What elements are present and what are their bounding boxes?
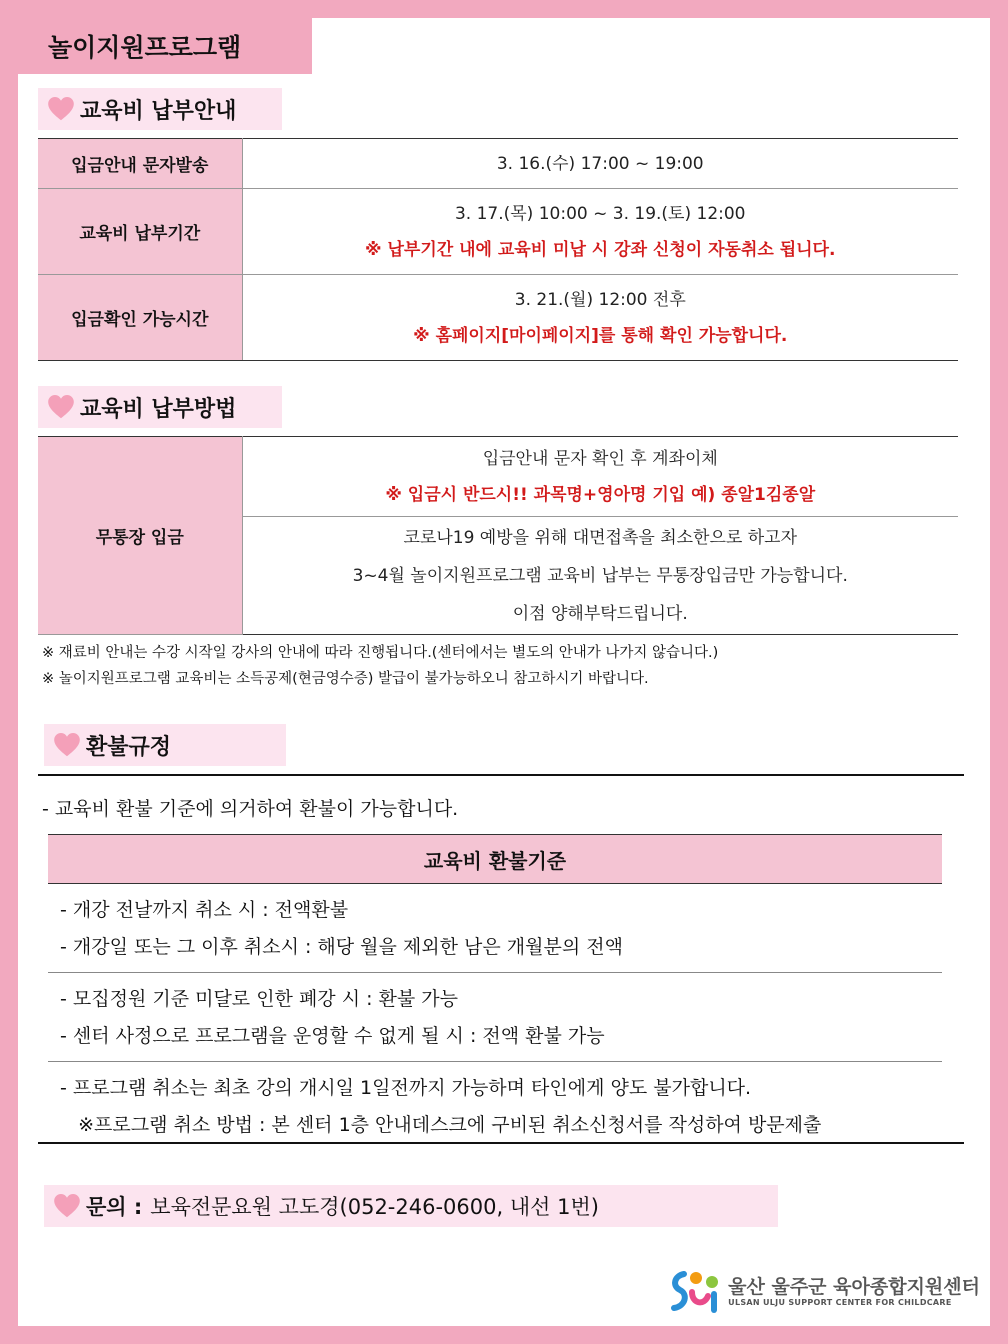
divider [38,774,964,776]
refund-line: ※프로그램 취소 방법 : 본 센터 1층 안내데스크에 구비된 취소신청서를 작성하여 방문제출 [60,1114,822,1136]
divider [38,1142,964,1144]
contact-label: 문의 : [86,1195,143,1219]
row-label: 교육비 납부기간 [38,189,242,275]
refund-group [48,973,942,1062]
refund-line: - 개강일 또는 그 이후 취소시 : 해당 월을 제외한 남은 개월분의 전액 [60,936,623,958]
payment-info-table [38,138,958,361]
heart-icon [48,395,74,419]
logo-name-en: ULSAN ULJU SUPPORT CENTER FOR CHILDCARE [728,1297,952,1307]
refund-group [48,1062,942,1150]
row-value-line: 입금안내 문자 확인 후 계좌이체 [482,448,718,469]
row-value-line: 3. 21.(월) 12:00 전후 [514,289,686,310]
page-title: 놀이지원프로그램 [18,18,312,74]
warning-notice: ※ 납부기간 내에 교육비 미납 시 강좌 신청이 자동취소 됩니다. [365,239,836,260]
note-line: ※ 놀이지원프로그램 교육비는 소득공제(현금영수증) 발급이 불가능하오니 참고하시기 바랍니다. [42,671,649,687]
heart-icon [48,97,74,121]
heart-icon [54,733,80,757]
section-heading: 교육비 납부안내 [80,98,237,124]
center-logo [670,1268,980,1314]
logo-name-ko: 울산 울주군 육아종합지원센터 [728,1275,980,1298]
refund-intro: - 교육비 환불 기준에 의거하여 환불이 가능합니다. [42,798,459,820]
refund-group [48,884,942,973]
row-value-line: 코로나19 예방을 위해 대면접촉을 최소한으로 하고자 [403,527,797,548]
table-row [38,189,958,275]
refund-line: - 센터 사정으로 프로그램을 운영할 수 없게 될 시 : 전액 환불 가능 [60,1025,605,1047]
row-value [242,139,958,189]
row-label: 입금안내 문자발송 [38,139,242,189]
table-row [38,437,958,517]
warning-notice: ※ 입금시 반드시!! 과목명+영아명 기입 예) 종알1김종알 [385,484,816,505]
row-value-line: 이점 양해부탁드립니다. [512,603,688,624]
notes [42,640,718,692]
section-payment-method [38,386,282,428]
section-payment-info [38,88,282,130]
table-row [38,275,958,361]
row-label: 무통장 입금 [38,437,242,635]
refund-line: - 개강 전날까지 취소 시 : 전액환불 [60,899,349,921]
document-page [18,18,990,1326]
table-row [38,139,958,189]
row-value [242,189,958,275]
section-heading: 교육비 납부방법 [80,396,237,422]
contact-box [44,1185,778,1227]
refund-criteria-table [48,834,942,1150]
contact-text: 보육전문요원 고도경(052-246-0600, 내선 1번) [150,1195,599,1219]
childcare-center-logo-icon [670,1268,722,1314]
row-value-line: 3~4월 놀이지원프로그램 교육비 납부는 무통장입금만 가능합니다. [352,565,848,586]
heart-icon [54,1194,80,1218]
row-value [242,517,958,635]
row-value-line: 3. 17.(목) 10:00 ~ 3. 19.(토) 12:00 [454,203,746,224]
warning-notice: ※ 홈페이지[마이페이지]를 통해 확인 가능합니다. [413,325,788,346]
payment-method-table [38,436,958,635]
row-label: 입금확인 가능시간 [38,275,242,361]
refund-line: - 프로그램 취소는 최초 강의 개시일 1일전까지 가능하며 타인에게 양도 불가합니다. [60,1077,752,1099]
row-value [242,275,958,361]
section-heading: 환불규정 [86,734,172,760]
row-value-line: 3. 16.(수) 17:00 ~ 19:00 [496,153,704,174]
section-refund [44,724,286,766]
refund-line: - 모집정원 기준 미달로 인한 폐강 시 : 환불 가능 [60,988,458,1010]
row-value [242,437,958,517]
note-line: ※ 재료비 안내는 수강 시작일 강사의 안내에 따라 진행됩니다.(센터에서는 별도의 안내가 나가지 않습니다.) [42,645,719,661]
refund-table-title: 교육비 환불기준 [48,834,942,884]
